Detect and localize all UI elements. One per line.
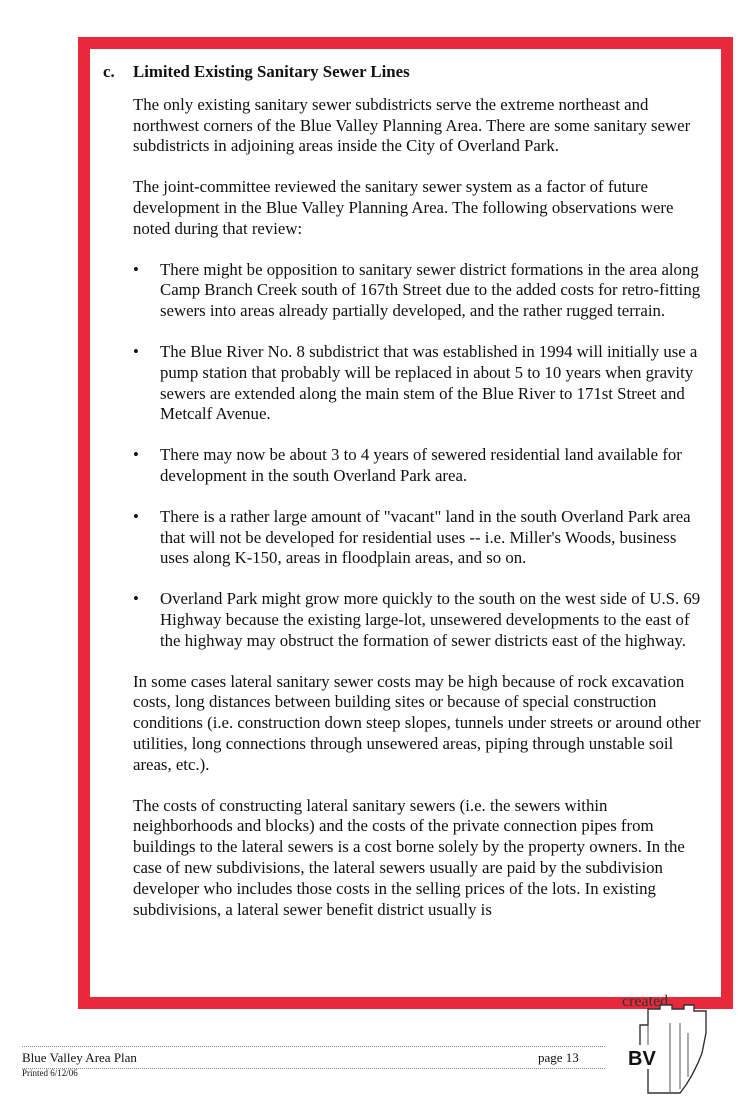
section-title: Limited Existing Sanitary Sewer Lines <box>133 62 410 81</box>
bullet-icon: • <box>133 589 139 609</box>
footer-divider <box>22 1046 605 1047</box>
body-paragraph: In some cases lateral sanitary sewer costs may be high because of rock excavation costs, long distances between building sites or because of special construction conditions (i.e. construction down steep slopes, tunnels under streets or around other utilities, long connections through unsewered areas, piping through unstable soil areas, etc.). <box>133 671 701 774</box>
intro-paragraph: The joint-committee reviewed the sanitary sewer system as a factor of future development in the Blue Valley Planning Area. The following observations were noted during that review: <box>133 177 674 238</box>
document-body <box>103 62 703 940</box>
observations-list <box>133 260 703 652</box>
list-item <box>133 445 703 487</box>
footer-document-title: Blue Valley Area Plan <box>22 1050 137 1065</box>
list-item <box>133 589 703 651</box>
footer-divider <box>22 1068 605 1069</box>
section-letter: c. <box>103 62 115 81</box>
list-item <box>133 507 703 569</box>
footer-page-number: page 13 <box>538 1050 579 1065</box>
list-item-text: The Blue River No. 8 subdistrict that was established in 1994 will initially use a pump station that probably will be replaced in about 5 to 10 years when gravity sewers are extended along the main stem of the Blue River to 171st Street and Metcalf Avenue. <box>160 341 698 424</box>
intro-paragraph: The only existing sanitary sewer subdistricts serve the extreme northeast and northwest corners of the Blue Valley Planning Area. There are some sanitary sewer subdistricts in adjoining areas inside the City of Overland Park. <box>133 94 691 156</box>
cutoff-text: created. <box>622 993 673 1009</box>
list-item-text: There might be opposition to sanitary sewer district formations in the area along Camp Branch Creek south of 167th Street due to the added costs for retro-fitting sewers into areas already partially developed, and the rather rugged terrain. <box>160 259 701 321</box>
blue-valley-logo <box>618 1003 710 1095</box>
footer-printed-date: Printed 6/12/06 <box>22 1068 78 1078</box>
bullet-icon: • <box>133 259 139 279</box>
list-item <box>133 260 703 322</box>
list-item-text: Overland Park might grow more quickly to the south on the west side of U.S. 69 Highway because the existing large-lot, unsewered developments to the east of the highway may obstruct the formation of sewer districts east of the highway. <box>160 589 701 650</box>
body-paragraph: The costs of constructing lateral sanitary sewers (i.e. the sewers within neighborhoods and blocks) and the costs of the private connection pipes from buildings to the lateral sewers is a cost borne solely by the property owners. In the case of new subdivisions, the lateral sewers usually are paid by the subdivision developer who includes those costs in the selling prices of the lots. In existing subdivisions, a lateral sewer benefit district usually is <box>133 795 685 919</box>
bullet-icon: • <box>133 506 139 526</box>
list-item-text: There is a rather large amount of "vacant" land in the south Overland Park area that will not be developed for residential uses -- i.e. Miller's Woods, business uses along K-150, areas in floodplain areas, and so on. <box>160 506 691 568</box>
list-item-text: There may now be about 3 to 4 years of sewered residential land available for development in the south Overland Park area. <box>160 445 682 485</box>
list-item <box>133 342 703 425</box>
logo-label: BV <box>628 1048 656 1070</box>
bullet-icon: • <box>133 445 139 465</box>
section-heading <box>103 62 703 83</box>
bullet-icon: • <box>133 341 139 361</box>
